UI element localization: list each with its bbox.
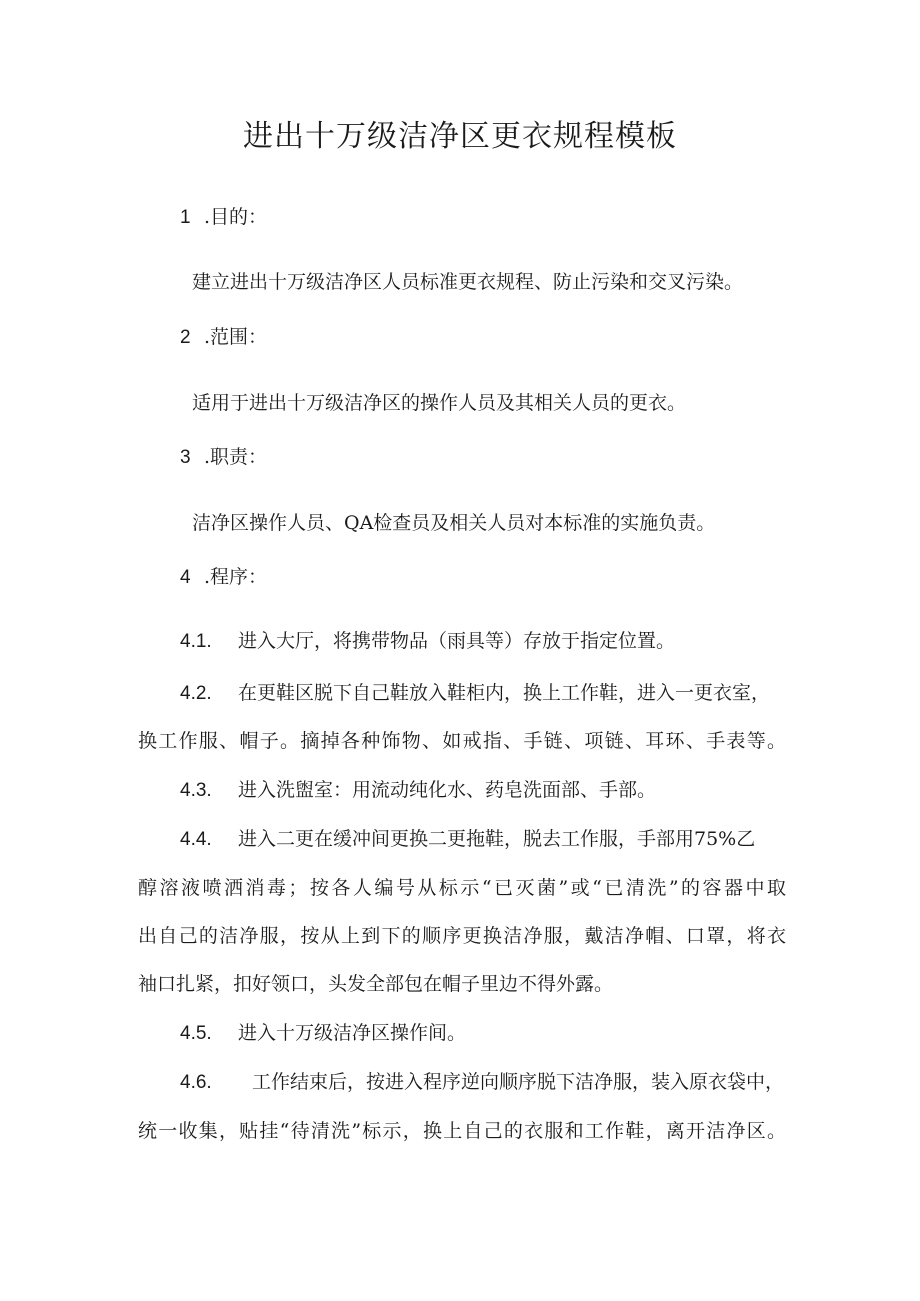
step-4-2 [180,679,770,708]
step-text: 进入大厅，将携带物品（雨具等）存放于指定位置。 [238,630,676,652]
step-text: 进入十万级洁净区操作间。 [238,1022,467,1044]
section-label: .职责： [204,446,268,468]
section-number: 1 [180,207,191,228]
step-4-3 [180,776,656,805]
step-4-4 [180,825,755,854]
section-body-2: 适用于进出十万级洁净区的操作人员及其相关人员的更衣。 [192,392,687,414]
step-text: 在更鞋区脱下自己鞋放入鞋柜内，换上工作鞋，进入一更衣室， [238,682,771,704]
section-body-1: 建立进出十万级洁净区人员标准更衣规程、防止污染和交叉污染。 [192,271,744,293]
step-4-4-continuation-1: 醇溶液喷洒消毒；按各人编号从标示“已灭菌”或“已清洗”的容器中取 [138,877,786,899]
step-4-6-continuation: 统一收集，贴挂“待清洗”标示，换上自己的衣服和工作鞋，离开洁净区。 [138,1120,786,1142]
step-4-2-continuation: 换工作服、帽子。摘掉各种饰物、如戒指、手链、项链、耳环、手表等。 [138,730,786,752]
step-number: 4.2. [180,683,212,704]
step-number: 4.5. [180,1023,212,1044]
section-heading-1 [180,203,267,232]
step-4-1 [180,627,675,656]
step-text: 进入洗盥室：用流动纯化水、药皂洗面部、手部。 [238,779,657,801]
step-number: 4.1. [180,631,212,652]
section-heading-2 [180,323,267,352]
step-number: 4.4. [180,829,212,850]
section-label: .范围： [204,326,268,348]
step-text: 工作结束后，按进入程序逆向顺序脱下洁净服，装入原衣袋中， [252,1071,785,1093]
section-label: .程序： [204,566,268,588]
section-body-3: 洁净区操作人员、QA检查员及相关人员对本标准的实施负责。 [192,512,716,534]
page-title: 进出十万级洁净区更衣规程模板 [243,119,677,154]
step-4-5 [180,1019,466,1048]
section-heading-4 [180,563,267,592]
section-number: 2 [180,327,191,348]
step-number: 4.6. [180,1072,212,1093]
step-4-4-continuation-2: 出自己的洁净服，按从上到下的顺序更换洁净服，戴洁净帽、口罩，将衣 [138,925,786,947]
step-4-4-continuation-3: 袖口扎紧，扣好领口，头发全部包在帽子里边不得外露。 [138,973,614,995]
section-number: 4 [180,567,191,588]
section-number: 3 [180,447,191,468]
step-4-6 [180,1068,784,1097]
step-number: 4.3. [180,780,212,801]
section-label: .目的： [204,206,268,228]
step-text: 进入二更在缓冲间更换二更拖鞋，脱去工作服，手部用75%乙 [238,828,756,850]
section-heading-3 [180,443,267,472]
